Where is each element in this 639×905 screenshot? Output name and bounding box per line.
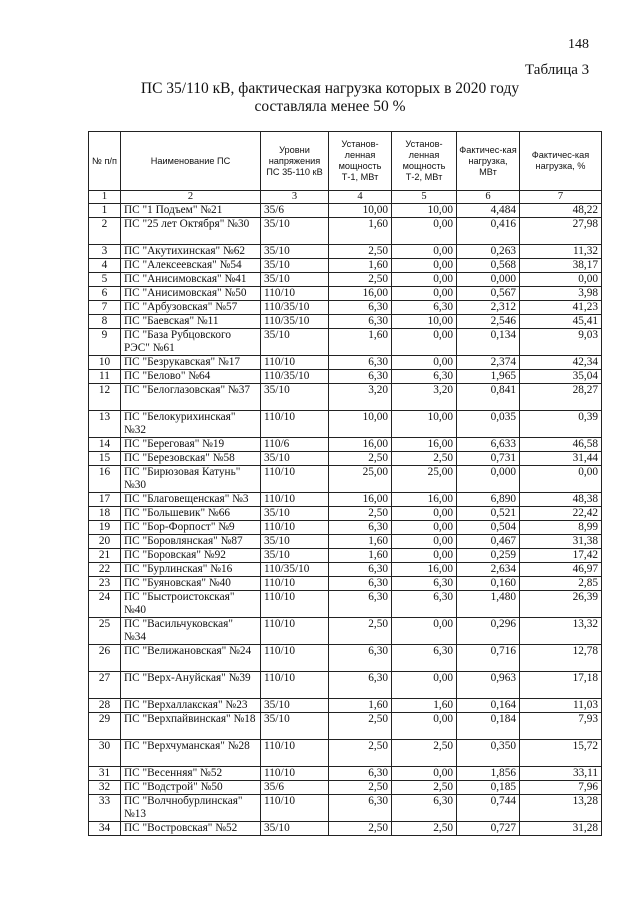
cell-actual-load-percent: 3,98: [520, 287, 602, 301]
cell-number: 16: [89, 466, 121, 493]
table-row: [89, 591, 602, 618]
cell-t1-capacity: 1,60: [329, 329, 392, 356]
cell-number: 13: [89, 411, 121, 438]
table-row: [89, 411, 602, 438]
cell-t1-capacity: 25,00: [329, 466, 392, 493]
cell-t2-capacity: 2,50: [392, 452, 457, 466]
title-line-2: составляла менее 50 %: [254, 98, 406, 115]
cell-substation-name: ПС "Боровлянская" №87: [121, 535, 261, 549]
cell-voltage: 110/10: [261, 591, 329, 618]
table-caption: Таблица 3: [525, 62, 590, 78]
cell-actual-load-percent: 8,99: [520, 521, 602, 535]
cell-number: 27: [89, 672, 121, 699]
header-actual-load-mw: Фактичес-кая нагрузка, МВт: [457, 132, 520, 191]
table-row: [89, 384, 602, 411]
table-row: [89, 370, 602, 384]
header-number: № п/п: [89, 132, 121, 191]
table-row: [89, 563, 602, 577]
cell-voltage: 35/10: [261, 699, 329, 713]
cell-t2-capacity: 16,00: [392, 438, 457, 452]
cell-actual-load-mw: 0,467: [457, 535, 520, 549]
cell-actual-load-percent: 38,17: [520, 259, 602, 273]
cell-substation-name: ПС "Береговая" №19: [121, 438, 261, 452]
cell-substation-name: ПС "База Рубцовского РЭС" №61: [121, 329, 261, 356]
cell-actual-load-percent: 42,34: [520, 356, 602, 370]
cell-number: 33: [89, 795, 121, 822]
cell-t2-capacity: 6,30: [392, 795, 457, 822]
table-row: [89, 672, 602, 699]
table-row: [89, 204, 602, 218]
column-number-row: [89, 191, 602, 204]
cell-voltage: 110/10: [261, 672, 329, 699]
table-row: [89, 452, 602, 466]
cell-actual-load-percent: 48,38: [520, 493, 602, 507]
cell-t2-capacity: 2,50: [392, 822, 457, 836]
header-voltage: Уровни напряжения ПС 35-110 кВ: [261, 132, 329, 191]
cell-number: 20: [89, 535, 121, 549]
cell-actual-load-mw: 0,731: [457, 452, 520, 466]
table-row: [89, 521, 602, 535]
cell-actual-load-percent: 33,11: [520, 767, 602, 781]
cell-actual-load-mw: 0,567: [457, 287, 520, 301]
cell-voltage: 110/10: [261, 521, 329, 535]
table-row: [89, 795, 602, 822]
table-row: [89, 218, 602, 245]
cell-actual-load-mw: 0,134: [457, 329, 520, 356]
table-row: [89, 713, 602, 740]
cell-number: 8: [89, 315, 121, 329]
cell-actual-load-percent: 46,58: [520, 438, 602, 452]
cell-voltage: 35/6: [261, 204, 329, 218]
cell-voltage: 110/10: [261, 645, 329, 672]
cell-t2-capacity: 2,50: [392, 740, 457, 767]
table-row: [89, 493, 602, 507]
cell-voltage: 110/10: [261, 767, 329, 781]
cell-t1-capacity: 2,50: [329, 507, 392, 521]
cell-actual-load-percent: 13,32: [520, 618, 602, 645]
cell-t2-capacity: 0,00: [392, 535, 457, 549]
cell-substation-name: ПС "Бор-Форпост" №9: [121, 521, 261, 535]
cell-t1-capacity: 6,30: [329, 356, 392, 370]
column-number: 4: [329, 191, 392, 204]
cell-actual-load-mw: 2,312: [457, 301, 520, 315]
cell-number: 17: [89, 493, 121, 507]
cell-number: 6: [89, 287, 121, 301]
cell-actual-load-mw: 0,416: [457, 218, 520, 245]
cell-t1-capacity: 6,30: [329, 795, 392, 822]
table-row: [89, 245, 602, 259]
cell-voltage: 35/10: [261, 549, 329, 563]
cell-actual-load-percent: 45,41: [520, 315, 602, 329]
document-title: [110, 80, 550, 116]
cell-t2-capacity: 16,00: [392, 493, 457, 507]
cell-voltage: 110/35/10: [261, 563, 329, 577]
cell-t2-capacity: 0,00: [392, 549, 457, 563]
cell-t1-capacity: 6,30: [329, 521, 392, 535]
cell-actual-load-mw: 0,727: [457, 822, 520, 836]
cell-t1-capacity: 1,60: [329, 549, 392, 563]
table-row: [89, 699, 602, 713]
cell-actual-load-percent: 11,03: [520, 699, 602, 713]
cell-actual-load-percent: 9,03: [520, 329, 602, 356]
cell-actual-load-percent: 15,72: [520, 740, 602, 767]
cell-actual-load-mw: 0,184: [457, 713, 520, 740]
cell-number: 22: [89, 563, 121, 577]
cell-actual-load-percent: 35,04: [520, 370, 602, 384]
cell-number: 26: [89, 645, 121, 672]
cell-number: 25: [89, 618, 121, 645]
cell-actual-load-percent: 13,28: [520, 795, 602, 822]
cell-actual-load-percent: 48,22: [520, 204, 602, 218]
cell-t2-capacity: 6,30: [392, 645, 457, 672]
column-number: 7: [520, 191, 602, 204]
cell-actual-load-percent: 41,23: [520, 301, 602, 315]
cell-t1-capacity: 1,60: [329, 259, 392, 273]
cell-actual-load-mw: 0,164: [457, 699, 520, 713]
cell-voltage: 35/6: [261, 781, 329, 795]
cell-voltage: 110/10: [261, 466, 329, 493]
cell-t2-capacity: 0,00: [392, 329, 457, 356]
cell-voltage: 110/10: [261, 411, 329, 438]
cell-number: 9: [89, 329, 121, 356]
cell-actual-load-percent: 46,97: [520, 563, 602, 577]
cell-actual-load-mw: 0,716: [457, 645, 520, 672]
cell-substation-name: ПС "Большевик" №66: [121, 507, 261, 521]
cell-number: 23: [89, 577, 121, 591]
cell-actual-load-percent: 27,98: [520, 218, 602, 245]
cell-t2-capacity: 0,00: [392, 259, 457, 273]
cell-substation-name: ПС "Боровская" №92: [121, 549, 261, 563]
cell-substation-name: ПС "Велижановская" №24: [121, 645, 261, 672]
cell-voltage: 35/10: [261, 245, 329, 259]
cell-number: 2: [89, 218, 121, 245]
cell-t1-capacity: 6,30: [329, 577, 392, 591]
cell-t2-capacity: 3,20: [392, 384, 457, 411]
cell-t2-capacity: 10,00: [392, 315, 457, 329]
table-row: [89, 507, 602, 521]
cell-substation-name: ПС "Баевская" №11: [121, 315, 261, 329]
cell-actual-load-percent: 22,42: [520, 507, 602, 521]
cell-actual-load-percent: 31,44: [520, 452, 602, 466]
cell-voltage: 110/6: [261, 438, 329, 452]
cell-actual-load-mw: 2,634: [457, 563, 520, 577]
cell-number: 14: [89, 438, 121, 452]
cell-t1-capacity: 6,30: [329, 767, 392, 781]
cell-t1-capacity: 6,30: [329, 672, 392, 699]
cell-t1-capacity: 2,50: [329, 245, 392, 259]
cell-actual-load-mw: 1,965: [457, 370, 520, 384]
cell-actual-load-mw: 0,263: [457, 245, 520, 259]
cell-t2-capacity: 2,50: [392, 781, 457, 795]
cell-number: 19: [89, 521, 121, 535]
cell-t2-capacity: 0,00: [392, 672, 457, 699]
cell-t2-capacity: 0,00: [392, 356, 457, 370]
cell-actual-load-mw: 0,259: [457, 549, 520, 563]
cell-substation-name: ПС "Безрукавская" №17: [121, 356, 261, 370]
cell-voltage: 110/10: [261, 740, 329, 767]
table-row: [89, 356, 602, 370]
cell-number: 24: [89, 591, 121, 618]
table-row: [89, 301, 602, 315]
cell-actual-load-mw: 0,841: [457, 384, 520, 411]
cell-actual-load-percent: 7,93: [520, 713, 602, 740]
cell-number: 29: [89, 713, 121, 740]
cell-actual-load-mw: 0,000: [457, 273, 520, 287]
table-row: [89, 767, 602, 781]
cell-actual-load-percent: 0,00: [520, 273, 602, 287]
cell-actual-load-mw: 1,480: [457, 591, 520, 618]
cell-substation-name: ПС "Быстроистокская" №40: [121, 591, 261, 618]
cell-number: 3: [89, 245, 121, 259]
cell-voltage: 35/10: [261, 535, 329, 549]
cell-t1-capacity: 16,00: [329, 438, 392, 452]
cell-substation-name: ПС "Белоглазовская" №37: [121, 384, 261, 411]
cell-actual-load-percent: 31,38: [520, 535, 602, 549]
cell-actual-load-mw: 0,744: [457, 795, 520, 822]
cell-t1-capacity: 10,00: [329, 204, 392, 218]
cell-substation-name: ПС "Анисимовская" №50: [121, 287, 261, 301]
header-actual-load-percent: Фактичес-кая нагрузка, %: [520, 132, 602, 191]
cell-actual-load-mw: 0,160: [457, 577, 520, 591]
cell-t2-capacity: 0,00: [392, 245, 457, 259]
cell-actual-load-mw: 0,000: [457, 466, 520, 493]
cell-actual-load-mw: 0,521: [457, 507, 520, 521]
cell-voltage: 35/10: [261, 822, 329, 836]
cell-voltage: 35/10: [261, 273, 329, 287]
cell-substation-name: ПС "Водстрой" №50: [121, 781, 261, 795]
cell-t1-capacity: 6,30: [329, 315, 392, 329]
cell-number: 5: [89, 273, 121, 287]
table-row: [89, 549, 602, 563]
cell-substation-name: ПС "Верхпайвинская" №18: [121, 713, 261, 740]
cell-substation-name: ПС "Бурлинская" №16: [121, 563, 261, 577]
title-line-1: ПС 35/110 кВ, фактическая нагрузка которых в 2020 году: [140, 80, 520, 97]
cell-actual-load-percent: 7,96: [520, 781, 602, 795]
cell-actual-load-percent: 2,85: [520, 577, 602, 591]
cell-actual-load-mw: 0,504: [457, 521, 520, 535]
cell-actual-load-percent: 31,28: [520, 822, 602, 836]
cell-t2-capacity: 0,00: [392, 521, 457, 535]
table-row: [89, 781, 602, 795]
cell-number: 4: [89, 259, 121, 273]
cell-t2-capacity: 0,00: [392, 218, 457, 245]
cell-substation-name: ПС "Буяновская" №40: [121, 577, 261, 591]
cell-t2-capacity: 10,00: [392, 411, 457, 438]
cell-actual-load-percent: 0,00: [520, 466, 602, 493]
page-number: 148: [568, 37, 589, 52]
cell-number: 32: [89, 781, 121, 795]
cell-substation-name: ПС "Волчнобурлинская" №13: [121, 795, 261, 822]
cell-substation-name: ПС "Бирюзовая Катунь" №30: [121, 466, 261, 493]
table-row: [89, 315, 602, 329]
cell-t1-capacity: 6,30: [329, 645, 392, 672]
cell-voltage: 110/10: [261, 795, 329, 822]
cell-voltage: 35/10: [261, 259, 329, 273]
cell-t1-capacity: 2,50: [329, 713, 392, 740]
cell-substation-name: ПС "Белокурихинская" №32: [121, 411, 261, 438]
cell-number: 7: [89, 301, 121, 315]
cell-t2-capacity: 25,00: [392, 466, 457, 493]
cell-number: 10: [89, 356, 121, 370]
cell-t1-capacity: 6,30: [329, 591, 392, 618]
cell-actual-load-percent: 0,39: [520, 411, 602, 438]
cell-actual-load-mw: 0,296: [457, 618, 520, 645]
cell-actual-load-percent: 17,42: [520, 549, 602, 563]
cell-t2-capacity: 0,00: [392, 507, 457, 521]
cell-t1-capacity: 2,50: [329, 740, 392, 767]
table-row: [89, 287, 602, 301]
cell-actual-load-mw: 0,035: [457, 411, 520, 438]
cell-voltage: 35/10: [261, 507, 329, 521]
cell-actual-load-percent: 26,39: [520, 591, 602, 618]
cell-actual-load-percent: 11,32: [520, 245, 602, 259]
cell-t1-capacity: 16,00: [329, 493, 392, 507]
cell-actual-load-mw: 4,484: [457, 204, 520, 218]
cell-substation-name: ПС "Акутихинская" №62: [121, 245, 261, 259]
cell-number: 12: [89, 384, 121, 411]
column-number: 1: [89, 191, 121, 204]
table-row: [89, 577, 602, 591]
cell-actual-load-mw: 6,890: [457, 493, 520, 507]
cell-t1-capacity: 10,00: [329, 411, 392, 438]
cell-number: 15: [89, 452, 121, 466]
cell-t1-capacity: 1,60: [329, 535, 392, 549]
cell-t1-capacity: 3,20: [329, 384, 392, 411]
cell-actual-load-mw: 0,963: [457, 672, 520, 699]
header-t1-capacity: Установ-ленная мощность Т-1, МВт: [329, 132, 392, 191]
cell-t2-capacity: 6,30: [392, 301, 457, 315]
substation-load-table: [88, 131, 602, 836]
cell-substation-name: ПС "Березовская" №58: [121, 452, 261, 466]
cell-t2-capacity: 0,00: [392, 767, 457, 781]
cell-t2-capacity: 6,30: [392, 577, 457, 591]
cell-actual-load-mw: 0,350: [457, 740, 520, 767]
cell-actual-load-percent: 28,27: [520, 384, 602, 411]
cell-number: 31: [89, 767, 121, 781]
cell-actual-load-mw: 2,546: [457, 315, 520, 329]
cell-t1-capacity: 2,50: [329, 618, 392, 645]
cell-number: 11: [89, 370, 121, 384]
cell-t1-capacity: 16,00: [329, 287, 392, 301]
cell-actual-load-mw: 0,185: [457, 781, 520, 795]
cell-t1-capacity: 2,50: [329, 822, 392, 836]
cell-voltage: 110/10: [261, 356, 329, 370]
table-row: [89, 438, 602, 452]
cell-substation-name: ПС "Анисимовская" №41: [121, 273, 261, 287]
table-row: [89, 259, 602, 273]
table-row: [89, 466, 602, 493]
cell-t2-capacity: 6,30: [392, 370, 457, 384]
cell-actual-load-mw: 2,374: [457, 356, 520, 370]
cell-t1-capacity: 2,50: [329, 452, 392, 466]
cell-t1-capacity: 6,30: [329, 370, 392, 384]
cell-substation-name: ПС "Алексеевская" №54: [121, 259, 261, 273]
cell-number: 34: [89, 822, 121, 836]
cell-number: 1: [89, 204, 121, 218]
cell-number: 21: [89, 549, 121, 563]
cell-t2-capacity: 10,00: [392, 204, 457, 218]
cell-substation-name: ПС "Весенняя" №52: [121, 767, 261, 781]
cell-substation-name: ПС "Верхчуманская" №28: [121, 740, 261, 767]
table-row: [89, 618, 602, 645]
column-number: 2: [121, 191, 261, 204]
column-number: 5: [392, 191, 457, 204]
cell-substation-name: ПС "Арбузовская" №57: [121, 301, 261, 315]
cell-t1-capacity: 1,60: [329, 699, 392, 713]
cell-actual-load-percent: 17,18: [520, 672, 602, 699]
cell-actual-load-mw: 6,633: [457, 438, 520, 452]
cell-number: 30: [89, 740, 121, 767]
cell-t2-capacity: 6,30: [392, 591, 457, 618]
cell-substation-name: ПС "Востровская" №52: [121, 822, 261, 836]
cell-actual-load-percent: 12,78: [520, 645, 602, 672]
cell-t2-capacity: 0,00: [392, 287, 457, 301]
cell-t2-capacity: 0,00: [392, 273, 457, 287]
column-number: 6: [457, 191, 520, 204]
table-row: [89, 273, 602, 287]
cell-substation-name: ПС "Васильчуковская" №34: [121, 618, 261, 645]
cell-actual-load-mw: 0,568: [457, 259, 520, 273]
cell-t2-capacity: 1,60: [392, 699, 457, 713]
cell-t2-capacity: 0,00: [392, 618, 457, 645]
table-row: [89, 645, 602, 672]
cell-voltage: 110/35/10: [261, 301, 329, 315]
cell-t1-capacity: 2,50: [329, 273, 392, 287]
cell-t1-capacity: 6,30: [329, 563, 392, 577]
cell-t2-capacity: 0,00: [392, 713, 457, 740]
cell-voltage: 35/10: [261, 384, 329, 411]
cell-number: 28: [89, 699, 121, 713]
cell-voltage: 35/10: [261, 329, 329, 356]
header-name: Наименование ПС: [121, 132, 261, 191]
cell-voltage: 35/10: [261, 452, 329, 466]
column-number: 3: [261, 191, 329, 204]
cell-voltage: 110/10: [261, 493, 329, 507]
cell-t1-capacity: 2,50: [329, 781, 392, 795]
header-row: [89, 132, 602, 191]
cell-voltage: 110/10: [261, 577, 329, 591]
table-row: [89, 329, 602, 356]
cell-substation-name: ПС "Благовещенская" №3: [121, 493, 261, 507]
cell-voltage: 35/10: [261, 713, 329, 740]
table-row: [89, 535, 602, 549]
cell-substation-name: ПС "Верхаллакская" №23: [121, 699, 261, 713]
cell-substation-name: ПС "1 Подъем" №21: [121, 204, 261, 218]
cell-voltage: 110/10: [261, 287, 329, 301]
cell-substation-name: ПС "Белово" №64: [121, 370, 261, 384]
cell-t1-capacity: 1,60: [329, 218, 392, 245]
cell-voltage: 110/35/10: [261, 370, 329, 384]
cell-substation-name: ПС "25 лет Октября" №30: [121, 218, 261, 245]
cell-voltage: 35/10: [261, 218, 329, 245]
cell-t1-capacity: 6,30: [329, 301, 392, 315]
table-row: [89, 740, 602, 767]
cell-number: 18: [89, 507, 121, 521]
cell-voltage: 110/10: [261, 618, 329, 645]
header-t2-capacity: Установ-ленная мощность Т-2, МВт: [392, 132, 457, 191]
cell-t2-capacity: 16,00: [392, 563, 457, 577]
table-row: [89, 822, 602, 836]
cell-substation-name: ПС "Верх-Ануйская" №39: [121, 672, 261, 699]
cell-voltage: 110/35/10: [261, 315, 329, 329]
cell-actual-load-mw: 1,856: [457, 767, 520, 781]
